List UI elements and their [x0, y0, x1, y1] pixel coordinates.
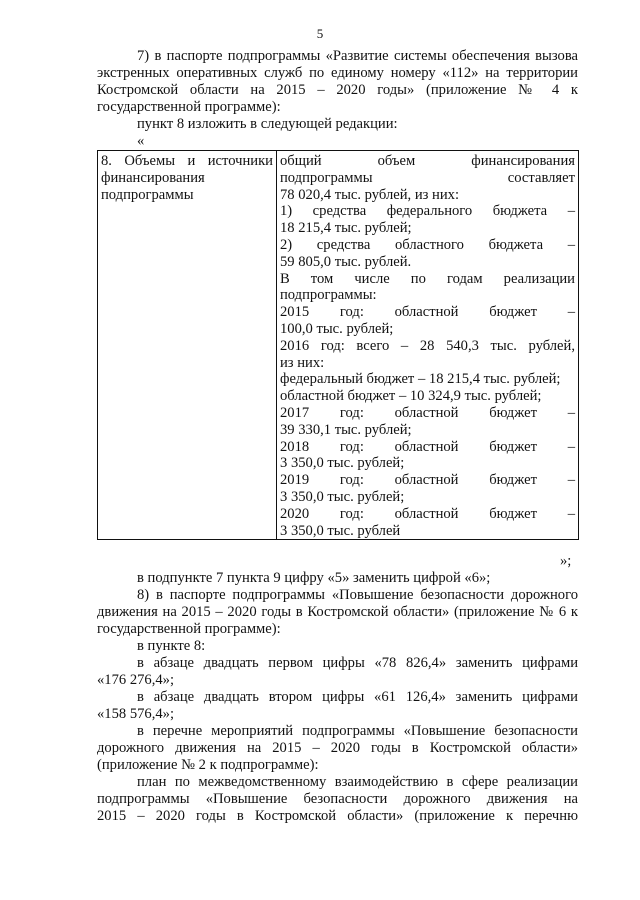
text-line: дорожного движения на 2015 – 2020 годы в Костромской области»: [97, 740, 578, 756]
cell-line: 2015 год: областной бюджет –: [280, 304, 575, 321]
cell-line: 2018 год: областной бюджет –: [280, 438, 575, 455]
text-line: государственной программе):: [97, 99, 281, 115]
cell-line: из них:: [280, 354, 325, 371]
close-quote: »;: [560, 553, 572, 569]
cell-line: финансирования: [101, 169, 205, 186]
cell-line: 3 350,0 тыс. рублей;: [280, 455, 405, 472]
cell-line: 100,0 тыс. рублей;: [280, 320, 394, 337]
text-line: в подпункте 7 пункта 9 цифру «5» заменить цифрой «6»;: [137, 570, 491, 586]
text-line: государственной программе):: [97, 621, 281, 637]
text-line: движения на 2015 – 2020 годы в Костромской области» (приложение № 6 к: [97, 604, 578, 620]
text-line: «158 576,4»;: [97, 706, 175, 722]
page-number: 5: [316, 26, 324, 41]
cell-line: 3 350,0 тыс. рублей;: [280, 488, 405, 505]
text-line: (приложение № 2 к подпрограмме):: [97, 757, 319, 773]
cell-line: 59 805,0 тыс. рублей.: [280, 253, 412, 270]
cell-line: федеральный бюджет – 18 215,4 тыс. рублей;: [280, 371, 561, 388]
cell-line: 2) средства областного бюджета –: [280, 236, 575, 253]
passport-table: [97, 150, 579, 540]
text-line: 2015 – 2020 годы в Костромской области» (приложение к перечню: [97, 808, 578, 824]
cell-line: 8. Объемы и источники: [101, 153, 273, 169]
cell-line: 39 330,1 тыс. рублей;: [280, 421, 412, 438]
cell-line: 2019 год: областной бюджет –: [280, 472, 575, 489]
intro-paragraph: [97, 48, 578, 150]
text-line: 7) в паспорте подпрограммы «Развитие системы обеспечения вызова: [137, 48, 578, 64]
cell-line: общий объем финансирования: [280, 153, 575, 169]
cell-line: областной бюджет – 10 324,9 тыс. рублей;: [280, 388, 542, 405]
cell-line: 1) средства федерального бюджета –: [280, 203, 575, 220]
text-line: «176 276,4»;: [97, 672, 175, 688]
cell-line: 2017 год: областной бюджет –: [280, 404, 575, 421]
table-cell-label: [98, 151, 277, 540]
text-line: пункт 8 изложить в следующей редакции:: [137, 116, 398, 132]
text-line: в абзаце двадцать втором цифры «61 126,4» заменить цифрами: [137, 689, 578, 705]
text-line: в пункте 8:: [137, 638, 206, 654]
table-row: [98, 151, 579, 540]
cell-line: В том числе по годам реализации: [280, 270, 575, 287]
cell-line: 3 350,0 тыс. рублей: [280, 522, 401, 539]
table-cell-value: [277, 151, 579, 540]
cell-line: подпрограммы:: [280, 287, 377, 304]
cell-line: 18 215,4 тыс. рублей;: [280, 220, 412, 237]
cell-line: 2016 год: всего – 28 540,3 тыс. рублей,: [280, 337, 575, 354]
text-line: Костромской области на 2015 – 2020 годы» (приложение № 4 к: [97, 82, 578, 98]
cell-line: 2020 год: областной бюджет –: [280, 505, 575, 522]
text-line: план по межведомственному взаимодействию в сфере реализации: [137, 774, 578, 790]
text-line: в перечне мероприятий подпрограммы «Повышение безопасности: [137, 723, 578, 739]
text-line: подпрограммы «Повышение безопасности дорожного движения на: [97, 791, 578, 807]
text-line: экстренных оперативных служб по единому номеру «112» на территории: [97, 65, 578, 81]
cell-line: подпрограммы составляет: [280, 169, 575, 186]
open-quote: «: [137, 133, 145, 149]
text-line: в абзаце двадцать первом цифры «78 826,4» заменить цифрами: [137, 655, 578, 671]
cell-line: подпрограммы: [101, 186, 194, 203]
cell-line: 78 020,4 тыс. рублей, из них:: [280, 186, 460, 203]
text-line: 8) в паспорте подпрограммы «Повышение безопасности дорожного: [137, 587, 578, 603]
after-paragraphs: [97, 570, 578, 825]
